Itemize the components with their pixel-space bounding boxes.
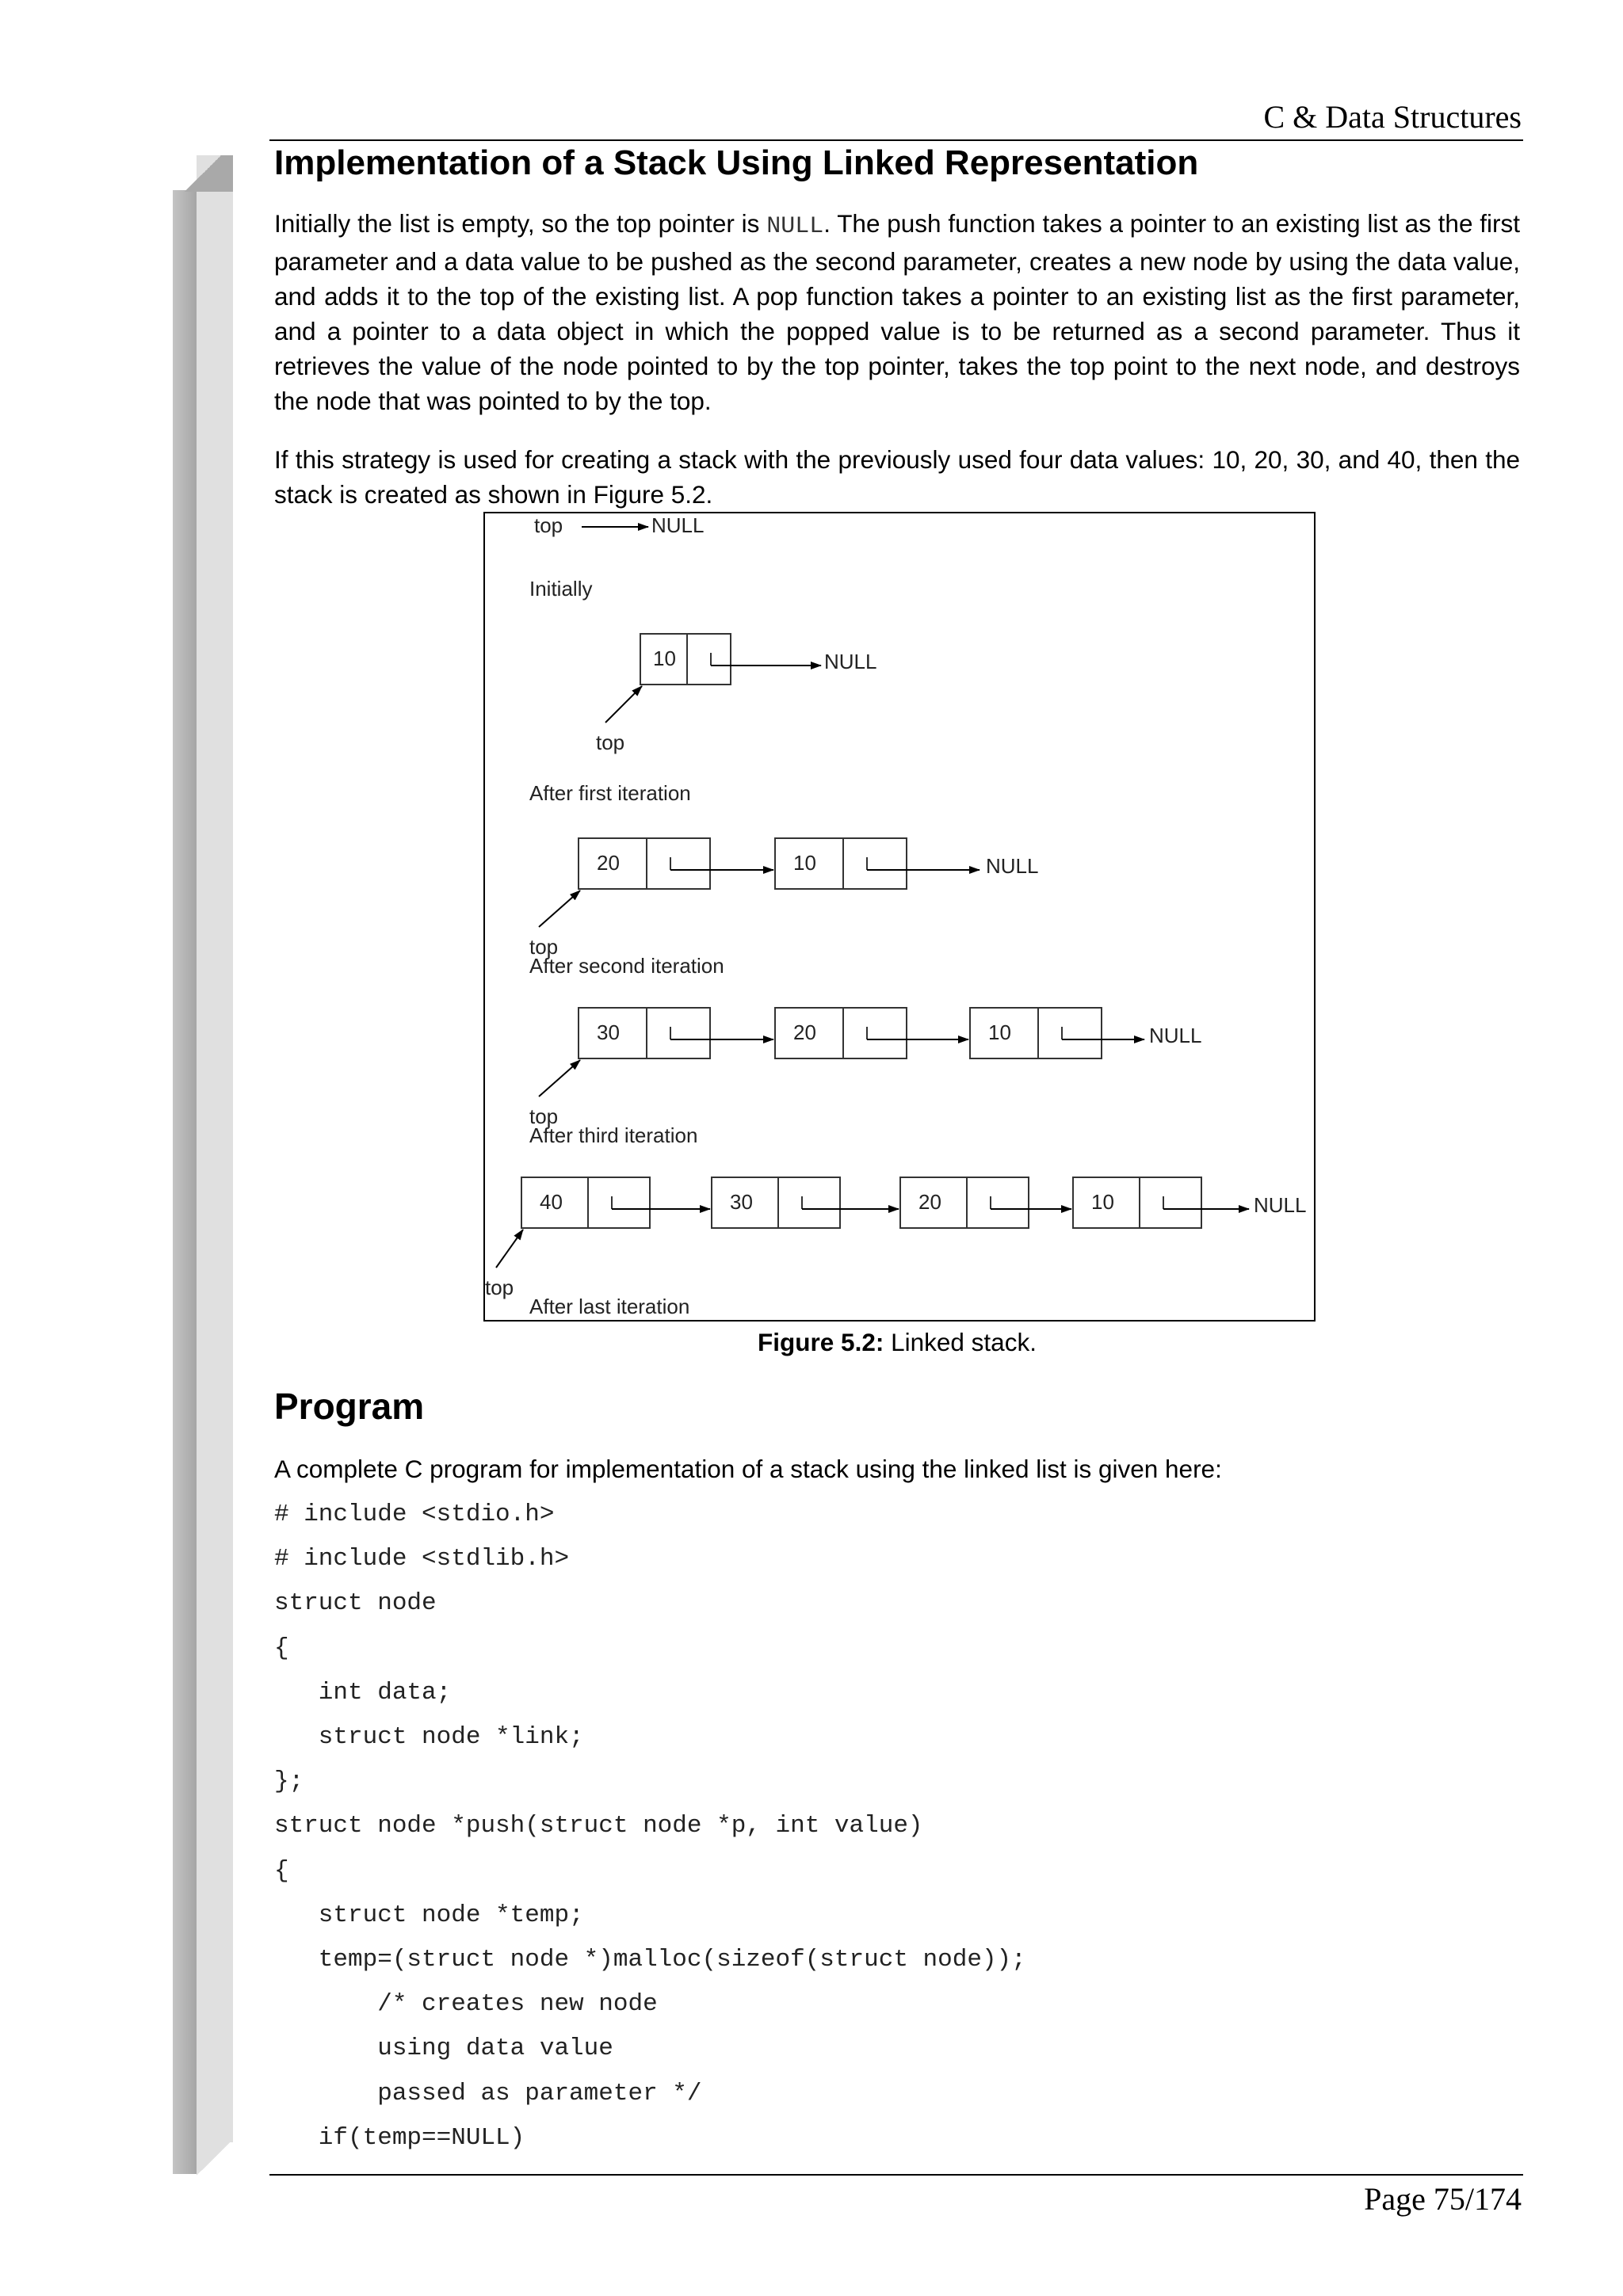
top-label: top bbox=[485, 1276, 514, 1299]
null-label: NULL bbox=[824, 650, 877, 673]
strategy-paragraph: If this strategy is used for creating a stack with the previously used four data values: 10, 20, 30, and 40, then the stack is created as shown in Figure 5.2. bbox=[274, 445, 1520, 509]
code-line: { bbox=[274, 1634, 289, 1662]
top-pointer-arrow bbox=[496, 1230, 523, 1268]
null-label: NULL bbox=[1149, 1024, 1202, 1047]
para-text-2: . The push function takes a pointer to an existing list as the first parameter and a data value to be pushed as the second parameter, creates a new node by using the data value, and adds it to the top of the existing list. A pop function takes a pointer to an existing list as the first parameter, and a pointer to a data object in which the popped value is to be returned as a second parameter. Thus it retrieves the value of the node pointed to by the top pointer, takes the top point to the next node, and destroys the node that was pointed to by the top. bbox=[274, 209, 1520, 415]
top-pointer-arrow bbox=[539, 1060, 580, 1097]
node-value: 10 bbox=[988, 1020, 1011, 1044]
program-intro: A complete C program for implementation of a stack using the linked list is given here: bbox=[274, 1455, 1222, 1483]
node-value: 20 bbox=[918, 1190, 941, 1214]
node-value: 20 bbox=[597, 851, 620, 875]
figure-caption bbox=[274, 1325, 1520, 1360]
code-line: # include <stdlib.h> bbox=[274, 1545, 570, 1573]
inline-code-null: NULL bbox=[766, 213, 824, 240]
code-line: struct node *temp; bbox=[274, 1901, 584, 1929]
code-line: using data value bbox=[274, 2035, 613, 2063]
top-label: top bbox=[529, 935, 559, 959]
code-line: /* creates new node bbox=[274, 1990, 658, 2019]
top-label: top bbox=[529, 1104, 559, 1128]
node-value: 30 bbox=[730, 1190, 753, 1214]
stage-label: After first iteration bbox=[529, 781, 691, 805]
page-number: Page 75/174 bbox=[1364, 2181, 1522, 2217]
node-value: 40 bbox=[540, 1190, 563, 1214]
intro-paragraph bbox=[274, 206, 1520, 418]
para-text-1: Initially the list is empty, so the top pointer is bbox=[274, 209, 767, 238]
node-value: 10 bbox=[653, 646, 676, 670]
page-side-bevel-bottom bbox=[197, 2139, 233, 2176]
null-label: NULL bbox=[651, 513, 705, 537]
page-content bbox=[274, 139, 1520, 2161]
node-value: 20 bbox=[793, 1020, 816, 1044]
code-line: temp=(struct node *)malloc(sizeof(struct node)); bbox=[274, 1946, 1026, 1974]
code-line: { bbox=[274, 1856, 289, 1885]
page-side-panel bbox=[197, 155, 233, 2142]
linked-stack-figure bbox=[483, 512, 1316, 1322]
code-line: int data; bbox=[274, 1678, 452, 1707]
running-header: C & Data Structures bbox=[1263, 99, 1522, 135]
code-line: if(temp==NULL) bbox=[274, 2123, 525, 2152]
code-line: struct node *push(struct node *p, int value) bbox=[274, 1812, 923, 1840]
code-listing bbox=[274, 1493, 1520, 2161]
node-value: 30 bbox=[597, 1020, 620, 1044]
code-line: struct node *link; bbox=[274, 1723, 584, 1752]
code-line: }; bbox=[274, 1768, 304, 1796]
node-value: 10 bbox=[1091, 1190, 1114, 1214]
null-label: NULL bbox=[986, 854, 1039, 878]
page-side-bevel-top bbox=[173, 155, 233, 192]
caption-label: Figure 5.2: bbox=[758, 1328, 884, 1356]
linked-stack-diagram bbox=[485, 513, 1314, 1320]
stage-label: After last iteration bbox=[529, 1295, 690, 1318]
top-pointer-arrow bbox=[605, 686, 642, 723]
node-value: 10 bbox=[793, 851, 816, 875]
footer-rule bbox=[269, 2174, 1523, 2176]
caption-text: Linked stack. bbox=[884, 1328, 1037, 1356]
code-line: # include <stdio.h> bbox=[274, 1501, 555, 1528]
stage-label: Initially bbox=[529, 577, 593, 601]
top-label: top bbox=[596, 730, 625, 754]
stage-label: After third iteration bbox=[529, 1123, 698, 1147]
top-pointer-arrow bbox=[539, 891, 580, 927]
program-title: Program bbox=[274, 1386, 425, 1427]
top-label: top bbox=[534, 513, 563, 537]
stage-label: After second iteration bbox=[529, 954, 724, 978]
section-title: Implementation of a Stack Using Linked Representation bbox=[274, 143, 1199, 182]
null-label: NULL bbox=[1254, 1193, 1307, 1217]
code-line: passed as parameter */ bbox=[274, 2079, 702, 2107]
code-line: struct node bbox=[274, 1589, 437, 1618]
page-side-bar bbox=[173, 190, 197, 2174]
